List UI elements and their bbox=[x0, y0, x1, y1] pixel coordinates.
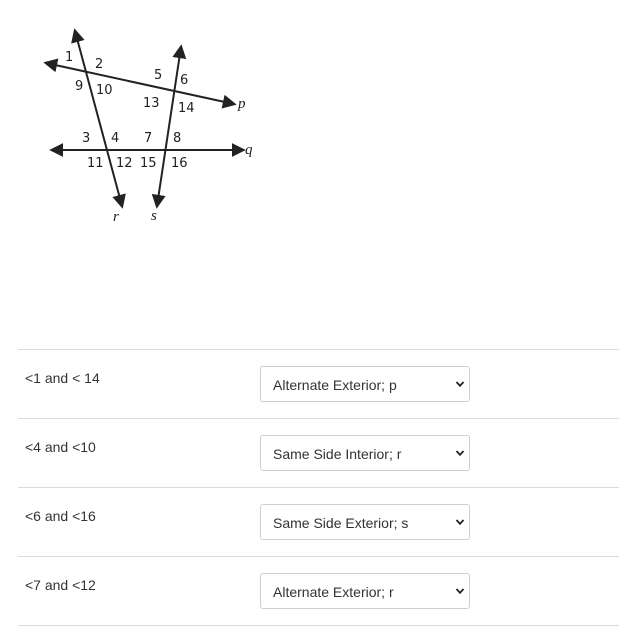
angle-6: 6 bbox=[180, 73, 189, 88]
chevron-down-icon bbox=[455, 517, 465, 527]
diagram-svg bbox=[30, 28, 270, 238]
chevron-down-icon bbox=[455, 379, 465, 389]
angle-13: 13 bbox=[143, 96, 160, 111]
answer-dropdown[interactable] bbox=[260, 435, 470, 471]
line-label-p: p bbox=[238, 96, 246, 112]
question-row bbox=[18, 418, 619, 487]
question-row bbox=[18, 349, 619, 418]
angle-11: 11 bbox=[87, 156, 104, 171]
angle-5: 5 bbox=[154, 68, 163, 83]
angle-10: 10 bbox=[96, 83, 113, 98]
answer-dropdown[interactable] bbox=[260, 504, 470, 540]
dropdown-selected-value: Alternate Exterior; r bbox=[273, 584, 394, 600]
question-label: <1 and < 14 bbox=[25, 370, 100, 386]
question-label: <6 and <16 bbox=[25, 508, 96, 524]
angle-4: 4 bbox=[111, 131, 120, 146]
dropdown-selected-value: Same Side Exterior; s bbox=[273, 515, 409, 531]
question-row bbox=[18, 487, 619, 556]
line-label-r: r bbox=[113, 209, 119, 225]
dropdown-selected-value: Same Side Interior; r bbox=[273, 446, 402, 462]
line-label-s: s bbox=[151, 208, 157, 224]
chevron-down-icon bbox=[455, 448, 465, 458]
answer-dropdown[interactable] bbox=[260, 366, 470, 402]
angle-9: 9 bbox=[75, 79, 84, 94]
chevron-down-icon bbox=[455, 586, 465, 596]
angle-12: 12 bbox=[116, 156, 133, 171]
transversal-diagram bbox=[30, 28, 270, 238]
angle-8: 8 bbox=[173, 131, 182, 146]
angle-15: 15 bbox=[140, 156, 157, 171]
line-label-q: q bbox=[245, 142, 253, 158]
angle-3: 3 bbox=[82, 131, 91, 146]
matching-questions bbox=[18, 349, 619, 626]
angle-16: 16 bbox=[171, 156, 188, 171]
question-label: <7 and <12 bbox=[25, 577, 96, 593]
question-label: <4 and <10 bbox=[25, 439, 96, 455]
dropdown-selected-value: Alternate Exterior; p bbox=[273, 377, 397, 393]
angle-7: 7 bbox=[144, 131, 153, 146]
question-row bbox=[18, 556, 619, 626]
angle-1: 1 bbox=[65, 50, 74, 65]
angle-14: 14 bbox=[178, 101, 195, 116]
answer-dropdown[interactable] bbox=[260, 573, 470, 609]
angle-2: 2 bbox=[95, 57, 104, 72]
